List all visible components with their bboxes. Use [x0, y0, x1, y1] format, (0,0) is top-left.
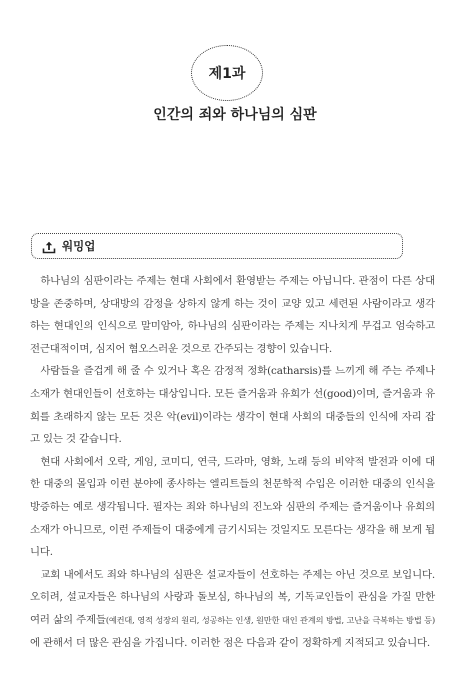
- paragraph-examples: (예컨대, 영적 성장의 원리, 성공하는 인생, 원만한 대인 관계의 방법, 고난을 극복하는 방법 등): [105, 614, 435, 625]
- paragraph: [30, 564, 435, 654]
- paragraph-text: 에 관해서 더 많은 관심을 가집니다. 이러한 점은 다음과 같이 정확하게 지적되고 있습니다.: [30, 636, 431, 649]
- paragraph: 하나님의 심판이라는 주제는 현대 사회에서 환영받는 주제는 아닙니다. 관점이 다른 상대방을 존중하며, 상대방의 감정을 상하지 않게 하는 것이 교양 있고 세련된 사람이라고 생각하는 현대인의 인식으로 말미암아, 하나님의 심판이라는 주제는 지나치게 무겁고 엄숙하고 전근대적이며, 심지어 혐오스러운 것으로 간주되는 경향이 있습니다.: [30, 275, 435, 355]
- warmup-label: 워밍업: [62, 239, 96, 253]
- lesson-title: 인간의 죄와 하나님의 심판: [153, 107, 317, 123]
- warmup-header: [31, 233, 403, 259]
- lesson-number-badge: [191, 45, 263, 101]
- paragraph: 사람들을 즐겁게 해 줄 수 있거나 혹은 감정적 정화(catharsis)를 느끼게 해 주는 주제나 소재가 현대인들이 선호하는 대상입니다. 모든 즐거움과 유희가 선(good)이며, 즐거움과 유희를 초래하지 않는 모든 것은 악(evil)이라는 생각이 현대 사회의 대중들의 인식에 자리 잡고 있는 것 같습니다.: [30, 365, 435, 446]
- lesson-number: 제1과: [208, 66, 246, 82]
- paragraph: 현대 사회에서 오락, 게임, 코미디, 연극, 드라마, 영화, 노래 등의 비약적 발전과 이에 대한 대중의 몰입과 이런 분야에 종사하는 엘리트들의 천문학적 수입은 이러한 대중의 인식을 방증하는 예로 생각됩니다. 필자는 죄와 하나님의 진노와 심판의 주제는 즐거움이나 유희의 소재가 아니므로, 이런 주제들이 대중에게 금기시되는 것일지도 모른다는 생각을 해 보게 됩니다.: [30, 455, 435, 559]
- body-text: [30, 270, 435, 654]
- paragraph-text: 교회 내에서도 죄와 하나님의 심판은 설교자들이 선호하는 주제는 아닌 것으로 보입니다. 오히려, 설교자들은 하나님의 사랑과 돌보심, 하나님의 복, 기독교인들이 관심을 가질 만한 여러 삶의 주제들: [30, 568, 435, 626]
- upload-icon: [42, 239, 56, 253]
